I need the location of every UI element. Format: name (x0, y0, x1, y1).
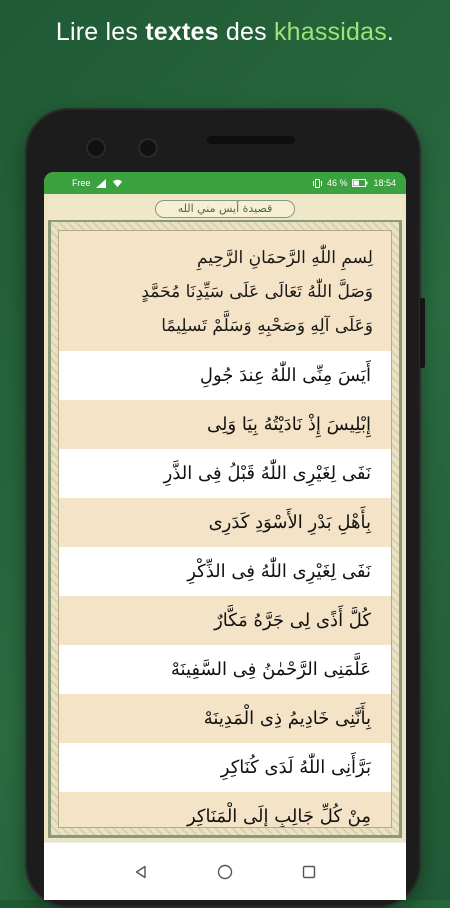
headline-part2: des (218, 18, 274, 46)
power-button (420, 298, 425, 368)
clock: 18:54 (373, 178, 396, 188)
intro-line: وَصَلَّ اللّٰهُ تَعَالَى عَلَى سَيِّدِنَا مُحَمَّدٍ (141, 282, 373, 302)
status-bar (44, 172, 406, 194)
headline-end: . (386, 18, 395, 46)
vibrate-icon (313, 179, 322, 188)
khassida-frame (44, 194, 406, 842)
promo-headline (0, 18, 450, 47)
signal-icon (96, 179, 107, 188)
khassida-title: قصيدة أيس مني الله (155, 200, 296, 218)
verse-line: نَفَى لِغَيْرِى اللّٰهُ قَبْلُ فِى الذَّرِ (59, 449, 391, 498)
intro-line: وَعَلَى آلِهِ وَصَحْبِهِ وَسَلَّمْ تَسلِيمًا (161, 316, 373, 336)
intro-line: لِسمِ اللّٰهِ الرَّحمَانِ الرَّحِيمِ (196, 248, 373, 268)
verse-line: بَرَّأَنِى اللّٰهُ لَدَى كُنَاكِرِ (59, 743, 391, 792)
headline-bold-word: textes (145, 18, 219, 46)
verse-line: بِأَهْلِ بَدْرِ الأَسْوَدِ كَدَرِى (59, 498, 391, 547)
verse-line: نَفَى لِغَيْرِى اللّٰهُ فِى الذِّكْرِ (59, 547, 391, 596)
battery-percent: 46 % (326, 178, 348, 188)
back-triangle-icon (134, 865, 148, 879)
android-nav-bar (44, 842, 406, 900)
phone-screen (44, 172, 406, 900)
front-camera-icon (88, 140, 104, 156)
verse-line: كُلَّ أَذًى لِى جَرَّهُ مَكَّارٌ (59, 596, 391, 645)
verse-line: بِأَنَّنِى خَادِيمُ ذِى الْمَدِينَهْ (59, 694, 391, 743)
verse-line: عَلَّمَنِى الرَّحْمٰنُ فِى السَّفِينَهْ (59, 645, 391, 694)
sensor-icon (140, 140, 156, 156)
verse-line: مِنْ كُلِّ جَالِبٍ إِلَى الْمَنَاكِرِ (59, 792, 391, 828)
recents-square-icon (302, 865, 316, 879)
home-button[interactable] (214, 861, 236, 883)
headline-accent-word: khassidas (273, 18, 387, 46)
back-button[interactable] (130, 861, 152, 883)
earpiece-speaker (207, 136, 295, 144)
home-circle-icon (217, 864, 233, 880)
recents-button[interactable] (298, 861, 320, 883)
headline-part1: Lire les (55, 18, 146, 46)
wifi-icon (112, 179, 123, 188)
verse-line: أَيَسَ مِنِّى اللّٰهُ عِندَ جُولِ (59, 351, 391, 400)
battery-icon (352, 179, 368, 187)
verse-line: إِبْلِيسَ إِذْ نَادَيْتُهُ بِيَا وَلِى (59, 400, 391, 449)
basmala-block (59, 231, 391, 351)
carrier-label: Free (72, 178, 91, 188)
title-band (48, 198, 402, 222)
khassida-text[interactable] (58, 230, 392, 828)
